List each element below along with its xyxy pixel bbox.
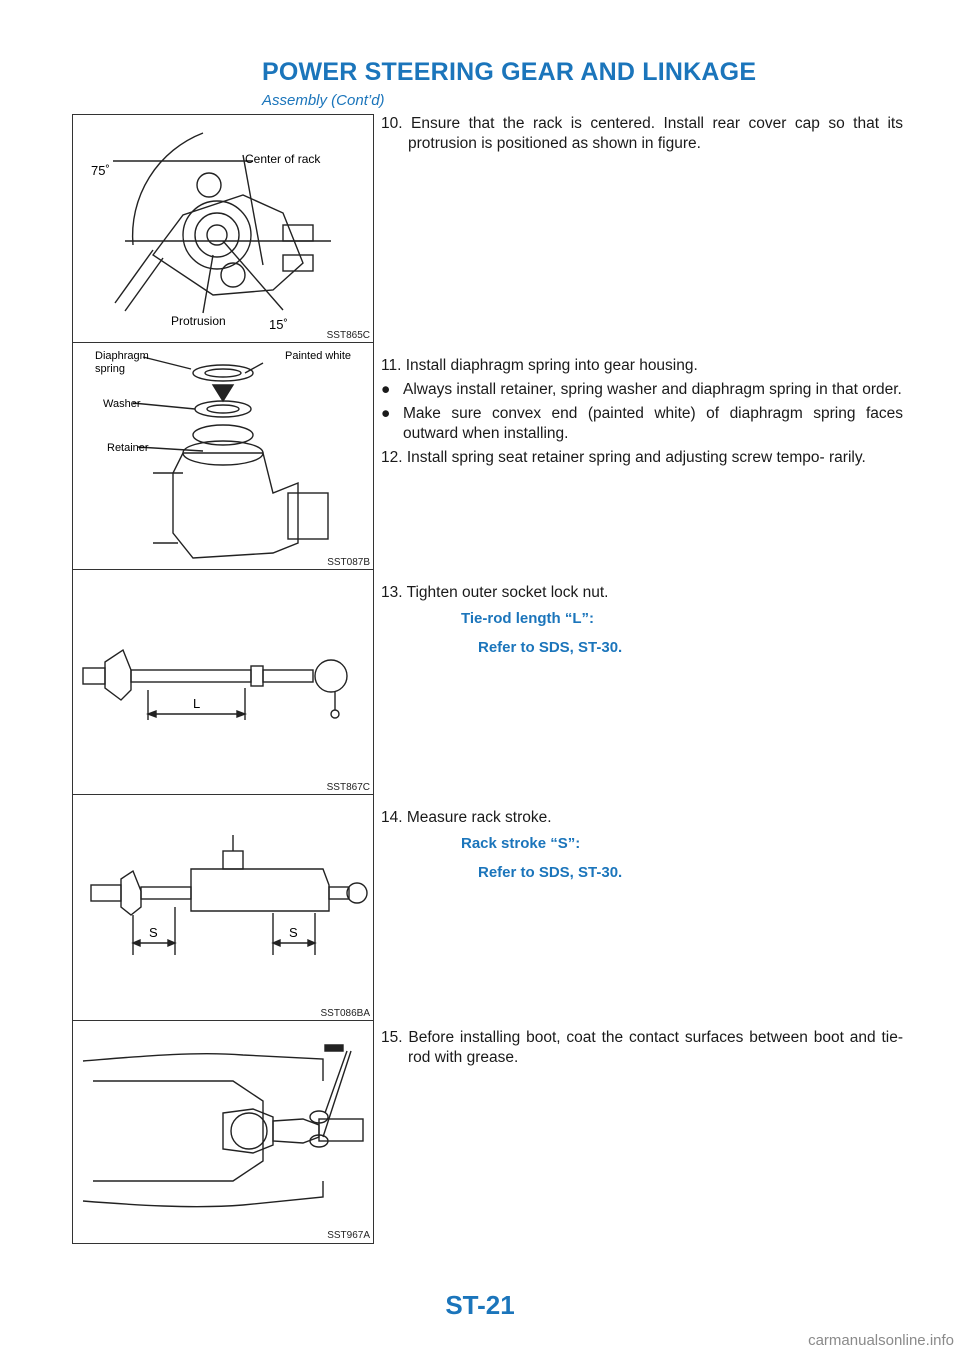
section-step-11-12 [72,342,902,569]
bullet-item [381,380,903,400]
step-15: 15. Before installing boot, coat the contact surfaces between boot and tie-rod with grease. [381,1029,903,1066]
length-l-label: L [193,696,201,711]
bullet-item [381,404,903,444]
step-text [381,583,903,658]
spring-label: spring [95,363,125,375]
page-title: POWER STEERING GEAR AND LINKAGE [262,58,757,86]
protrusion-label: Protrusion [171,314,226,328]
step-text [381,1028,903,1072]
stroke-s-label-left: S [149,925,158,940]
spec-label: Tie-rod length “L”: [461,610,595,627]
spec-value: Refer to SDS, ST-30. [478,864,623,881]
figure-rear-cover-cap [72,114,374,344]
page-subtitle: Assembly (Cont’d) [262,92,385,109]
step-14: 14. Measure rack stroke. [381,809,552,826]
section-step-15 [72,1020,902,1242]
step-13: 13. Tighten outer socket lock nut. [381,584,609,601]
step-12: 12. Install spring seat retainer spring and adjusting screw tempo- rarily. [381,449,866,466]
spec-value: Refer to SDS, ST-30. [478,639,623,656]
angle-label-75: 75˚ [91,163,110,178]
bullet-icon: ● [381,381,391,398]
figure-1-labels [73,115,373,343]
angle-label-15: 15˚ [269,317,288,332]
figure-id: SST867C [326,782,370,793]
figure-boot-grease [72,1020,374,1244]
figure-tie-rod-length [72,569,374,796]
boot-diagram [73,1021,373,1243]
figure-rack-stroke [72,794,374,1022]
figure-id: SST086BA [320,1008,370,1019]
page-number: ST-21 [445,1290,515,1320]
watermark [0,1332,960,1349]
figure-id: SST865C [326,330,370,341]
section-step-14 [72,794,902,1020]
step-text [381,114,903,158]
retainer-label: Retainer [107,442,149,454]
stroke-s-label-right: S [289,925,298,940]
step-11: 11. Install diaphragm spring into gear housing. [381,357,698,374]
figure-id: SST967A [327,1230,370,1241]
diaphragm-label: Diaphragm [95,350,149,362]
figure-2-labels [73,343,373,570]
bullet-text: Always install retainer, spring washer and diaphragm spring in that order. [403,381,902,398]
figure-3-labels [73,570,373,795]
step-10: 10. Ensure that the rack is centered. Install rear cover cap so that its protrusion is positioned as shown in figure. [381,115,903,152]
painted-white-label: Painted white [285,350,352,362]
figure-id: SST087B [327,557,370,568]
section-step-13 [72,569,902,794]
figure-diaphragm-spring [72,342,374,571]
bullet-icon: ● [381,405,391,422]
watermark-text: carmanualsonline.info [808,1332,954,1349]
step-text [381,808,903,883]
washer-label: Washer [103,398,141,410]
section-step-10 [72,114,902,342]
spec-label: Rack stroke “S”: [461,835,581,852]
figure-4-labels [73,795,373,1021]
bullet-text: Make sure convex end (painted white) of diaphragm spring faces outward when installing. [403,405,903,442]
center-of-rack-label: Center of rack [245,152,321,166]
step-text [381,356,903,472]
